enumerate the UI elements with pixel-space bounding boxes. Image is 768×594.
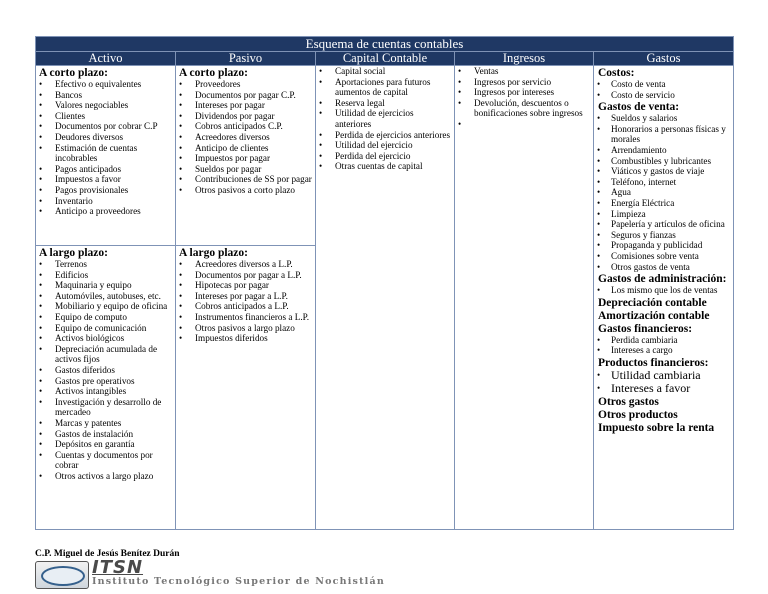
list-item: • Instrumentos financieros a L.P. (176, 312, 315, 323)
activo-short-heading: A corto plazo: (39, 67, 108, 79)
list-item: • Utilidad cambiaria (594, 369, 733, 382)
list-item: • Otros pasivos a largo plazo (176, 323, 315, 334)
list-item: • Impuestos a favor (36, 174, 175, 185)
list-item: • Documentos por pagar C.P. (176, 90, 315, 101)
capital-cell (316, 66, 455, 530)
capital-list (316, 66, 454, 172)
list-item: • Seguros y fianzas (594, 230, 733, 241)
schema-table (35, 36, 734, 530)
list-item: • Cuentas y documentos por cobrar (36, 450, 175, 471)
list-item: • Papelería y artículos de oficina (594, 219, 733, 230)
list-item: • Cobros anticipados C.P. (176, 121, 315, 132)
list-item: • Agua (594, 187, 733, 198)
list-item: • Proveedores (176, 79, 315, 90)
list-item: • Bancos (36, 90, 175, 101)
amortizacion-heading: Amortización contable (598, 309, 710, 322)
list-item (455, 119, 593, 130)
list-item: • Los mismo que los de ventas (594, 285, 733, 296)
ingresos-cell (455, 66, 594, 530)
pasivo-short-cell (176, 66, 316, 246)
list-item: • Ingresos por servicio (455, 77, 593, 88)
list-item: • Utilidad de ejercicios anteriores (316, 108, 454, 129)
column-header-ingresos: Ingresos (455, 52, 594, 66)
column-header-pasivo: Pasivo (176, 52, 316, 66)
list-item: • Mobiliario y equipo de oficina (36, 301, 175, 312)
institution-logo (35, 561, 89, 589)
list-item: • Pagos anticipados (36, 164, 175, 175)
list-item: • Intereses a favor (594, 382, 733, 395)
list-item: • Valores negociables (36, 100, 175, 111)
pasivo-long-cell (176, 246, 316, 530)
list-item: • Inventario (36, 196, 175, 207)
list-item: • Arrendamiento (594, 145, 733, 156)
list-item: • Sueldos y salarios (594, 113, 733, 124)
list-item: • Propaganda y publicidad (594, 240, 733, 251)
list-item: • Hipotecas por pagar (176, 280, 315, 291)
activo-long-heading: A largo plazo: (39, 247, 108, 259)
column-header-capital: Capital Contable (316, 52, 455, 66)
list-item: • Efectivo o equivalentes (36, 79, 175, 90)
institution-name: Instituto Tecnológico Superior de Nochistlán (92, 576, 385, 587)
author-name: C.P. Miguel de Jesús Benítez Durán (35, 549, 180, 559)
list-item: • Maquinaria y equipo (36, 280, 175, 291)
list-item: • Intereses por pagar (176, 100, 315, 111)
list-item: • Gastos diferidos (36, 365, 175, 376)
institution-brand (92, 559, 385, 587)
list-item: • Deudores diversos (36, 132, 175, 143)
list-item: • Estimación de cuentas incobrables (36, 143, 175, 164)
list-item: • Combustibles y lubricantes (594, 156, 733, 167)
list-item: • Equipo de comunicación (36, 323, 175, 334)
list-item: • Ingresos por intereses (455, 87, 593, 98)
list-item: • Acreedores diversos a L.P. (176, 259, 315, 270)
gastos-cell (594, 66, 734, 530)
list-item: • Otros gastos de venta (594, 262, 733, 273)
pasivo-long-list (176, 259, 315, 344)
depreciacion-heading: Depreciación contable (598, 296, 707, 309)
list-item: • Impuestos por pagar (176, 153, 315, 164)
accounts-schema (35, 36, 733, 530)
venta-heading: Gastos de venta: (598, 101, 680, 114)
list-item: • Marcas y patentes (36, 418, 175, 429)
admin-heading: Gastos de administración: (598, 273, 727, 286)
list-item: • Sueldos por pagar (176, 164, 315, 175)
list-item: • Intereses por pagar a L.P. (176, 291, 315, 302)
list-item: • Ventas (455, 66, 593, 77)
pasivo-long-heading: A largo plazo: (179, 247, 248, 259)
table-title: Esquema de cuentas contables (36, 37, 734, 52)
list-item: • Viáticos y gastos de viaje (594, 166, 733, 177)
list-item: • Depreciación acumulada de activos fijos (36, 344, 175, 365)
otros-productos-heading: Otros productos (598, 408, 678, 421)
otros-gastos-heading: Otros gastos (598, 395, 659, 408)
list-item: • Acreedores diversos (176, 132, 315, 143)
list-item: • Teléfono, internet (594, 177, 733, 188)
activo-short-cell (36, 66, 176, 246)
pasivo-short-heading: A corto plazo: (179, 67, 248, 79)
list-item: • Documentos por pagar a L.P. (176, 270, 315, 281)
list-item: • Costo de servicio (594, 90, 733, 101)
column-header-gastos: Gastos (594, 52, 734, 66)
list-item: • Honorarios a personas físicas y morales (594, 124, 733, 145)
list-item: • Reserva legal (316, 98, 454, 109)
venta-list (594, 113, 733, 272)
activo-short-list (36, 79, 175, 217)
ingresos-list (455, 66, 593, 130)
list-item: • Equipo de computo (36, 312, 175, 323)
list-item: • Otras cuentas de capital (316, 161, 454, 172)
list-item: • Devolución, descuentos o bonificaciones sobre ingresos (455, 98, 593, 119)
list-item: • Energía Eléctrica (594, 198, 733, 209)
list-item: • Edificios (36, 270, 175, 281)
activo-long-list (36, 259, 175, 481)
financieros-list (594, 335, 733, 356)
list-item: • Dividendos por pagar (176, 111, 315, 122)
list-item: • Anticipo de clientes (176, 143, 315, 154)
list-item: • Comisiones sobre venta (594, 251, 733, 262)
productos-list (594, 369, 733, 395)
list-item: • Contribuciones de SS por pagar (176, 174, 315, 185)
list-item: • Capital social (316, 66, 454, 77)
list-item: • Documentos por cobrar C.P (36, 121, 175, 132)
list-item: • Perdida del ejercicio (316, 151, 454, 162)
list-item: • Perdida de ejercicios anteriores (316, 130, 454, 141)
list-item: • Activos biológicos (36, 333, 175, 344)
financieros-heading: Gastos financieros: (598, 322, 693, 335)
list-item: • Automóviles, autobuses, etc. (36, 291, 175, 302)
brand-acronym: ITSN (92, 557, 144, 578)
activo-long-cell (36, 246, 176, 530)
productos-heading: Productos financieros: (598, 356, 709, 369)
list-item: • Impuestos diferidos (176, 333, 315, 344)
list-item: • Depósitos en garantía (36, 439, 175, 450)
list-item: • Aportaciones para futuros aumentos de capital (316, 77, 454, 98)
list-item: • Clientes (36, 111, 175, 122)
list-item: • Gastos de instalación (36, 429, 175, 440)
list-item: • Costo de venta (594, 79, 733, 90)
list-item: • Limpieza (594, 209, 733, 220)
impuesto-heading: Impuesto sobre la renta (598, 421, 715, 434)
column-header-activo: Activo (36, 52, 176, 66)
pasivo-short-list (176, 79, 315, 196)
list-item: • Activos intangibles (36, 386, 175, 397)
list-item: • Otros pasivos a corto plazo (176, 185, 315, 196)
list-item: • Utilidad del ejercicio (316, 140, 454, 151)
admin-list (594, 285, 733, 296)
list-item: • Gastos pre operativos (36, 376, 175, 387)
list-item: • Anticipo a proveedores (36, 206, 175, 217)
costos-list (594, 79, 733, 100)
costos-heading: Costos: (598, 67, 635, 79)
list-item: • Intereses a cargo (594, 345, 733, 356)
list-item: • Pagos provisionales (36, 185, 175, 196)
list-item: • Investigación y desarrollo de mercadeo (36, 397, 175, 418)
list-item: • Perdida cambiaria (594, 335, 733, 346)
list-item: • Terrenos (36, 259, 175, 270)
list-item: • Otros activos a largo plazo (36, 471, 175, 482)
list-item: • Cobros anticipados a L.P. (176, 301, 315, 312)
